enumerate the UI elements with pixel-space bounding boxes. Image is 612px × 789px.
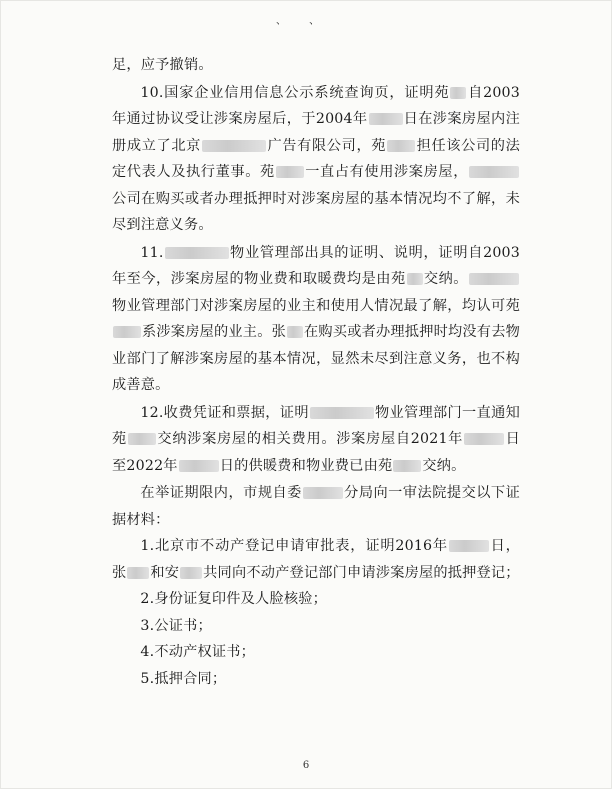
redacted-text	[180, 567, 202, 579]
evidence-item-4: 4.不动产权证书；	[140, 644, 256, 660]
redacted-text	[127, 567, 149, 579]
redacted-text	[113, 326, 141, 338]
redacted-text	[128, 433, 156, 445]
evidence-item-2: 2.身份证复印件及人脸核验；	[140, 591, 327, 607]
redacted-text	[287, 326, 303, 338]
paragraph-10: 10.国家企业信用信息公示系统查询页，证明苑 自2003年通过协议受让涉案房屋后，于2004年 日在涉案房屋内注册成立了北京 广告有限公司，苑 担任该公司的法定代表人及执行董事。苑 一直占有使用涉案房屋，公司在购买或者办理抵押时对涉案房屋的基本情况均不了解，未尽到注意义务。	[112, 84, 521, 233]
paragraph-evidence-intro: 在举证期限内，市规自委 分局向一审法院提交以下证据材料：	[112, 485, 520, 528]
redacted-text	[469, 273, 519, 285]
redacted-text	[450, 87, 466, 99]
paragraph-11: 11. 物业管理部出具的证明、说明，证明自2003年至今，涉案房屋的物业费和取暖费均是由苑 交纳。物业管理部门对涉案房屋的业主和使用人情况最了解，均认可苑系涉案房屋的业主。张 在购买或者办理抵押时均没有去物业部门了解涉案房屋的基本情况，显然未尽到注意义务，也不构成善意。	[112, 244, 520, 393]
redacted-text	[310, 407, 374, 419]
redacted-text	[469, 166, 519, 178]
page-number: 6	[302, 760, 310, 771]
redacted-text	[449, 540, 489, 552]
redacted-text	[303, 487, 343, 499]
paragraph-12: 12.收费凭证和票据，证明 物业管理部门一直通知苑 交纳涉案房屋的相关费用。涉案房屋自2021年 日至2022年 日的供暖费和物业费已由苑 交纳。	[112, 404, 520, 474]
redacted-text	[387, 140, 415, 152]
evidence-item-1: 1.北京市不动产登记申请审批表，证明2016年 日，张 和安 共同向不动产登记部门申请涉案房屋的抵押登记；	[112, 538, 520, 581]
evidence-item-5: 5.抵押合同；	[140, 670, 227, 687]
paragraph-carryover: 足，应予撤销。	[112, 57, 213, 73]
redacted-text	[407, 273, 423, 285]
top-marks: 、 、	[276, 16, 330, 27]
redacted-text	[165, 247, 229, 259]
redacted-text	[179, 460, 219, 472]
evidence-item-3: 3.公证书；	[140, 617, 212, 634]
redacted-text	[276, 166, 304, 178]
document-body	[112, 52, 520, 692]
redacted-text	[393, 460, 421, 472]
redacted-text	[202, 140, 266, 152]
redacted-text	[369, 113, 403, 125]
redacted-text	[464, 433, 504, 445]
